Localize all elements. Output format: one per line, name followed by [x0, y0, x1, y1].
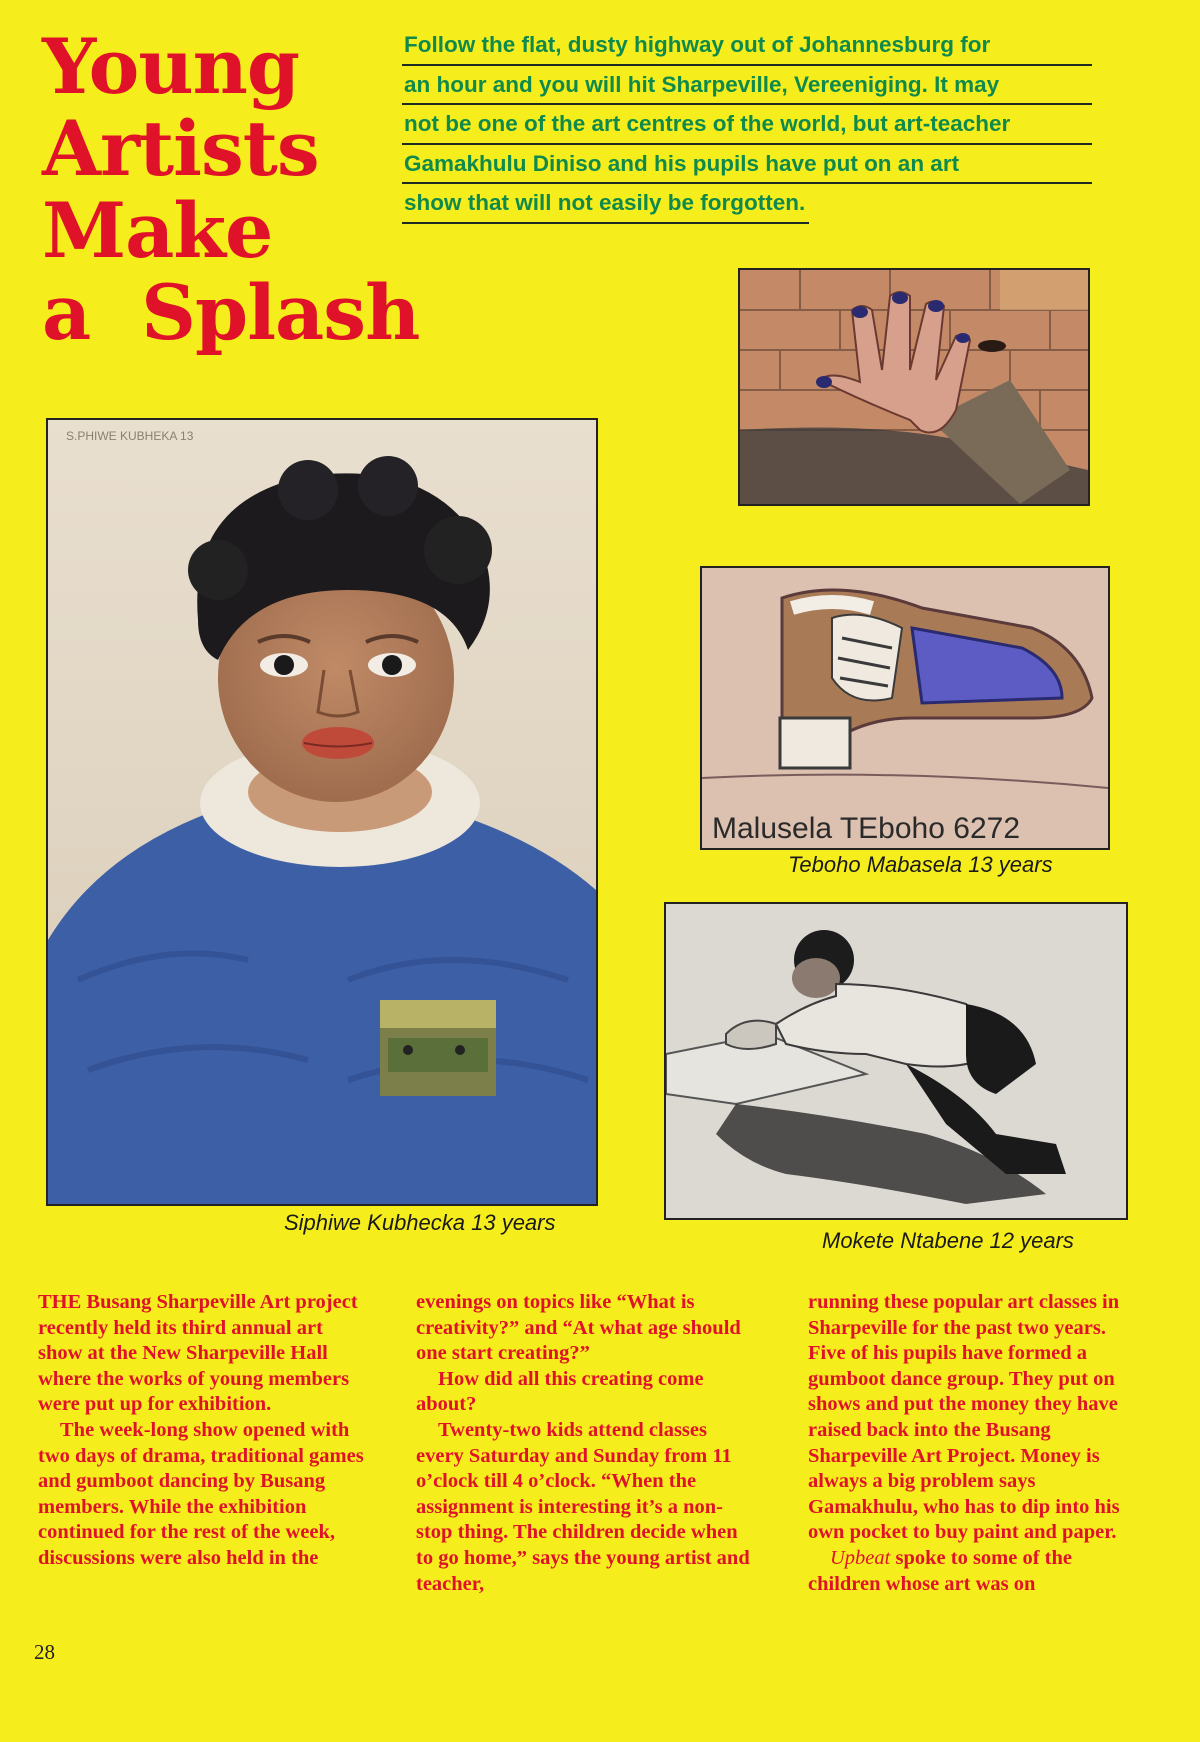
artwork-portrait — [46, 418, 598, 1206]
headline-line: Make — [42, 186, 273, 275]
headline-line: a Splash — [42, 268, 420, 357]
caption-portrait: Siphiwe Kubhecka 13 years — [284, 1210, 556, 1235]
paragraph: THE Busang Sharpeville Art project recently held its third annual art show at the New Sharpeville Hall where the works of young members were put up for exhibition. — [38, 1291, 358, 1416]
portrait-signature: S.PHIWE KUBHEKA 13 — [66, 429, 194, 443]
article-column-3 — [808, 1290, 1148, 1597]
shoe-signature: Malusela TEboho 6272 — [712, 812, 1020, 845]
artwork-boy-drawing — [664, 902, 1128, 1220]
intro-line: Gamakhulu Diniso and his pupils have put on an art — [402, 145, 1092, 185]
article-column-2 — [416, 1290, 750, 1597]
paragraph: How did all this creating come about? — [416, 1367, 704, 1416]
intro-line: Follow the flat, dusty highway out of Johannesburg for — [402, 26, 1092, 66]
artwork-hand — [738, 268, 1090, 506]
intro-standfirst — [402, 26, 1092, 224]
headline-line: Young — [42, 22, 299, 111]
paragraph: The week-long show opened with two days of drama, traditional games and gumboot dancing by Busang members. While the exhibition continued for the rest of the week, discussions were also held in the — [38, 1418, 364, 1569]
artwork-shoe — [700, 566, 1110, 850]
intro-line: an hour and you will hit Sharpeville, Vereeniging. It may — [402, 66, 1092, 106]
paragraph: running these popular art classes in Sharpeville for the past two years. Five of his pupils have formed a gumboot dance group. They put on shows and put the money they have raised back into the Busang Sharpeville Art Project. Money is always a big problem says Gamakhulu, who has to dip into his own pocket to buy paint and paper. — [808, 1291, 1120, 1544]
paragraph: evenings on topics like “What is creativity?” and “At what age should one start creating?” — [416, 1291, 741, 1365]
headline — [42, 22, 422, 357]
page-number: 28 — [34, 1640, 55, 1664]
article-column-1 — [38, 1290, 372, 1572]
caption-boy-drawing: Mokete Ntabene 12 years — [822, 1228, 1074, 1253]
caption-shoe: Teboho Mabasela 13 years — [788, 852, 1053, 877]
intro-line: show that will not easily be forgotten. — [402, 184, 809, 224]
headline-line: Artists — [42, 104, 319, 193]
publication-name: Upbeat — [830, 1546, 891, 1569]
paragraph — [808, 1546, 1148, 1597]
closing-text: spoke to some of the children whose art was on — [808, 1546, 1072, 1595]
intro-line: not be one of the art centres of the world, but art-teacher — [402, 105, 1092, 145]
paragraph: Twenty-two kids attend classes every Saturday and Sunday from 11 o’clock till 4 o’clock. “When the assignment is interesting it’s a non-stop thing. The children decide when to go home,” says the young artist and teacher, — [416, 1418, 750, 1595]
